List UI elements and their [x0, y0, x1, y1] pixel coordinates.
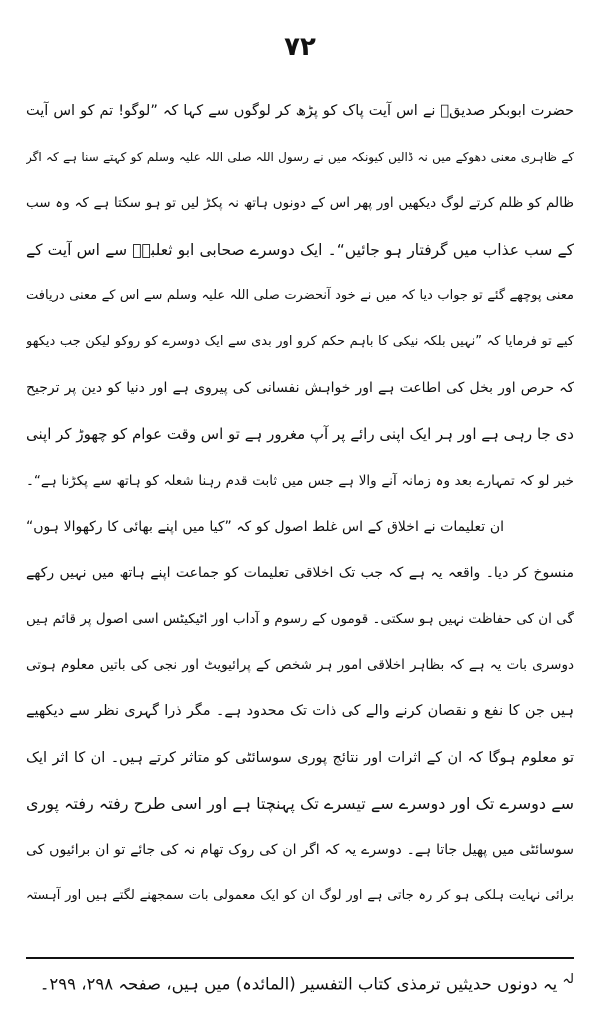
text-line: کے ظاہری معنی دھوکے میں نہ ڈالیں کیونکہ میں نے رسول اللہ صلی اللہ علیہ وسلم کو کہتے سنا ہے کہ اگر — [26, 150, 574, 165]
page-number: ٧٢ — [284, 32, 316, 62]
text-line: دی جا رہی ہے اور ہر ایک اپنی رائے پر آپ مغرور ہے تو اس وقت عوام کو چھوڑ کر اپنی — [26, 425, 574, 444]
text-line: گی ان کی حفاظت نہیں ہو سکتی۔ قوموں کے رسوم و آداب اور اٹیکیٹس اسی اصول پر قائم ہیں — [26, 611, 574, 628]
text-line: دوسری بات یہ ہے کہ بظاہر اخلاقی امور ہر شخص کے پرائیویٹ اور نجی کی باتیں معلوم ہوتی — [26, 657, 574, 674]
footnote — [26, 966, 574, 999]
text-line: ہیں جن کا نفع و نقصان کرنے والے کی ذات تک محدود ہے۔ مگر ذرا گہری نظر سے دیکھیے — [26, 703, 574, 720]
text-line: ظالم کو ظلم کرتے لوگ دیکھیں اور پھر اس کے دونوں ہاتھ نہ پکڑ لیں تو ہو سکتا ہے کہ وہ سب — [26, 195, 574, 212]
text-line: ان تعلیمات نے اخلاق کے اس غلط اصول کو کہ ”کیا میں اپنے بھائی کا رکھوالا ہوں“ — [26, 518, 504, 535]
text-line: معنی پوچھے گئے تو جواب دیا کہ میں نے خود آنحضرت صلی اللہ علیہ وسلم سے اس کے معنی دریافت — [26, 287, 574, 303]
footnote-marker: لہ — [562, 972, 574, 987]
text-line: کہ حرص اور بخل کی اطاعت ہے اور خواہش نفسانی کی پیروی ہے اور دنیا کو دین پر ترجیح — [26, 380, 574, 397]
text-line: کے سب عذاب میں گرفتار ہو جائیں“۔ ایک دوسرے صحابی ابو ثعلبہؓ سے اس آیت کے — [26, 240, 574, 259]
text-line: تو معلوم ہوگا کہ ان کے اثرات اور نتائج پوری سوسائٹی کو متاثر کرتے ہیں۔ ان کا اثر ایک — [26, 749, 574, 766]
footnote-text: یہ دونوں حدیثیں ترمذی کتاب التفسیر (المائدہ) میں ہیں، صفحہ ۲۹۸، ۲۹۹۔ — [39, 974, 558, 994]
text-line: حضرت ابوبکر صدیقؓ نے اس آیت پاک کو پڑھ کر لوگوں سے کہا کہ ”لوگو! تم کو اس آیت — [26, 103, 574, 119]
text-line: منسوخ کر دیا۔ واقعہ یہ ہے کہ جب تک اخلاقی تعلیمات کو جماعت اپنے ہاتھ میں نہیں رکھے — [26, 564, 574, 581]
body-text — [26, 88, 574, 919]
text-line: کیے تو فرمایا کہ ”نہیں بلکہ نیکی کا باہم حکم کرو اور بدی سے ایک دوسرے کو روکو لیکن جب دیکھو — [26, 333, 574, 349]
text-line: سے دوسرے تک اور دوسرے سے تیسرے تک پہنچتا ہے اور اسی طرح رفتہ رفتہ پوری — [26, 793, 574, 813]
text-line: سوسائٹی میں پھیل جاتا ہے۔ دوسرے یہ کہ اگر ان کی روک تھام نہ کی جائے تو ان برائیوں کی — [26, 842, 574, 858]
text-line: برائی نہایت ہلکی ہو کر رہ جاتی ہے اور لوگ ان کو ایک معمولی بات سمجھنے لگتے ہیں اور آہستہ — [26, 888, 574, 904]
footnote-divider — [26, 957, 574, 959]
text-line: خبر لو کہ تمہارے بعد وہ زمانہ آنے والا ہے جس میں ثابت قدم رہنا شعلہ کو ہاتھ سے پکڑنا ہے“۔ — [26, 472, 574, 489]
